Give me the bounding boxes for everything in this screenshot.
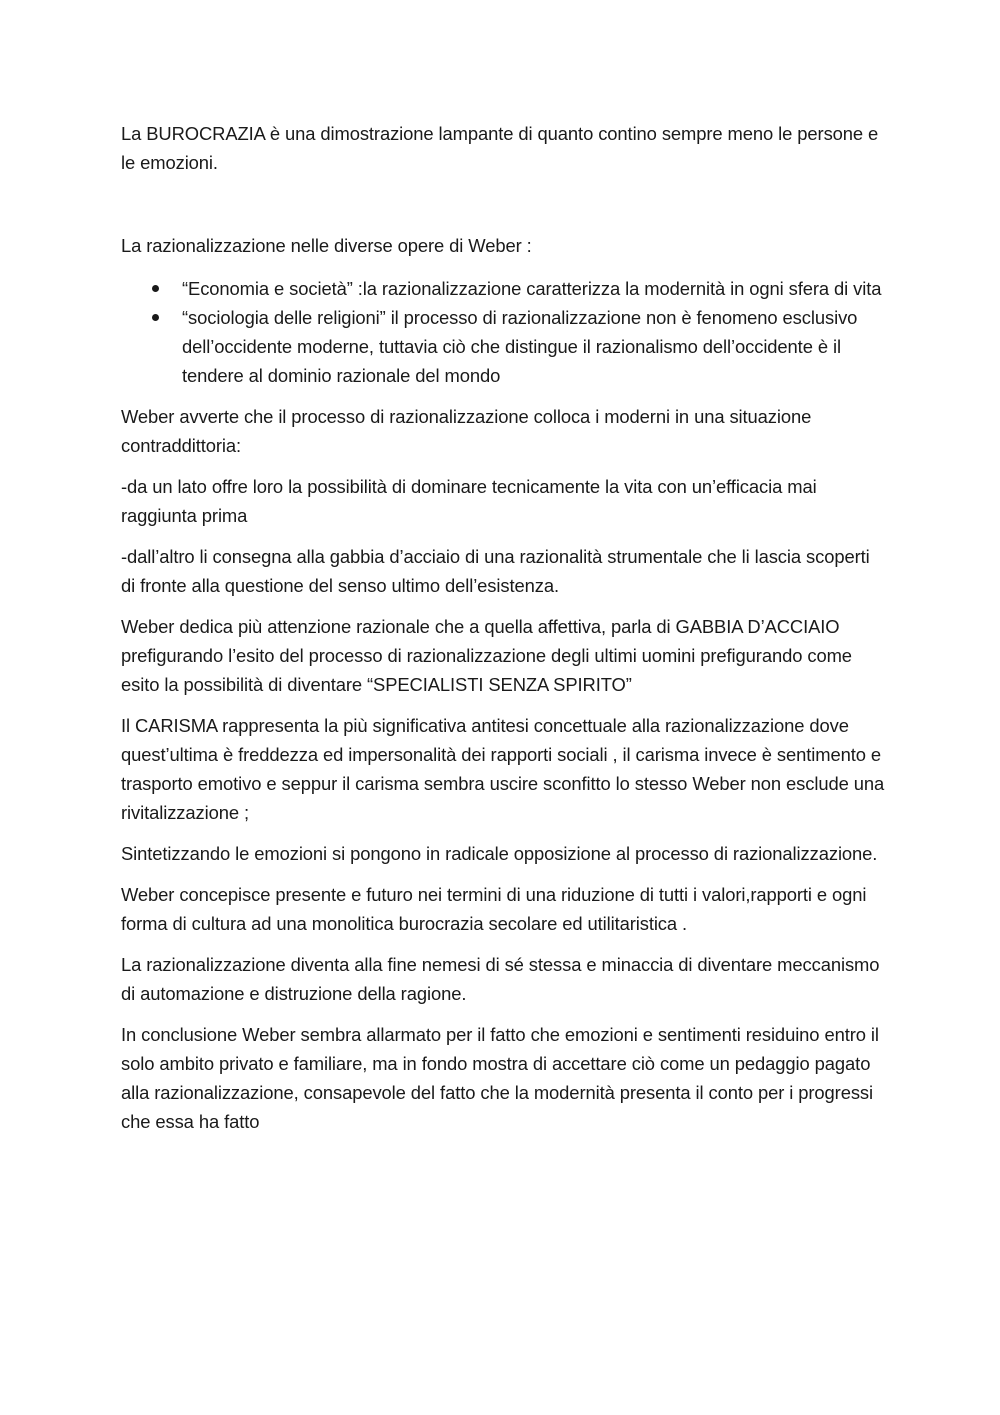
list-item-text: “sociologia delle religioni” il processo di razionalizzazione non è fenomeno esclusivo dell’occidente moderne, tuttavia ciò che distingue il razionalismo dell’occidente è il tendere al dominio razionale del mondo: [182, 307, 858, 386]
paragraph-dall-altro: -dall’altro li consegna alla gabbia d’acciaio di una razionalità strumentale che li lascia scoperti di fronte alla questione del senso ultimo dell’esistenza.: [121, 546, 870, 596]
weber-works-list: [121, 274, 885, 390]
bullet-icon: [152, 285, 159, 292]
paragraph-contraddittoria: Weber avverte che il processo di razionalizzazione colloca i moderni in una situazione contraddittoria:: [121, 406, 812, 456]
paragraph-sintetizzando: Sintetizzando le emozioni si pongono in radicale opposizione al processo di razionalizzazione.: [121, 843, 878, 864]
list-item: [121, 274, 885, 303]
bullet-icon: [152, 314, 159, 321]
list-item-text: “Economia e società” :la razionalizzazione caratterizza la modernità in ogni sfera di vita: [182, 278, 882, 299]
document-body: [121, 119, 885, 1148]
paragraph-carisma: Il CARISMA rappresenta la più significativa antitesi concettuale alla razionalizzazione dove quest’ultima è freddezza ed impersonalità dei rapporti sociali , il carisma invece è sentimento e trasporto emotivo e seppur il carisma sembra uscire sconfitto lo stesso Weber non esclude una rivitalizzazione ;: [121, 715, 885, 823]
paragraph-nemesi: La razionalizzazione diventa alla fine nemesi di sé stessa e minaccia di diventare meccanismo di automazione e distruzione della ragione.: [121, 954, 880, 1004]
paragraph-burocrazia: La BUROCRAZIA è una dimostrazione lampante di quanto contino sempre meno le persone e le emozioni.: [121, 123, 879, 173]
paragraph-weber-works-intro: La razionalizzazione nelle diverse opere di Weber :: [121, 235, 532, 256]
list-item: [121, 303, 885, 390]
paragraph-conclusione: In conclusione Weber sembra allarmato per il fatto che emozioni e sentimenti residuino entro il solo ambito privato e familiare, ma in fondo mostra di accettare ciò come un pedaggio pagato alla razionalizzazione, consapevole del fatto che la modernità presenta il conto per i progressi che essa ha fatto: [121, 1024, 879, 1132]
paragraph-presente-futuro: Weber concepisce presente e futuro nei termini di una riduzione di tutti i valori,rapporti e ogni forma di cultura ad una monolitica burocrazia secolare ed utilitaristica .: [121, 884, 867, 934]
paragraph-da-un-lato: -da un lato offre loro la possibilità di dominare tecnicamente la vita con un’efficacia mai raggiunta prima: [121, 476, 817, 526]
paragraph-gabbia-acciaio: Weber dedica più attenzione razionale che a quella affettiva, parla di GABBIA D’ACCIAIO prefigurando l’esito del processo di razionalizzazione degli ultimi uomini prefigurando come esito la possibilità di diventare “SPECIALISTI SENZA SPIRITO”: [121, 616, 852, 695]
